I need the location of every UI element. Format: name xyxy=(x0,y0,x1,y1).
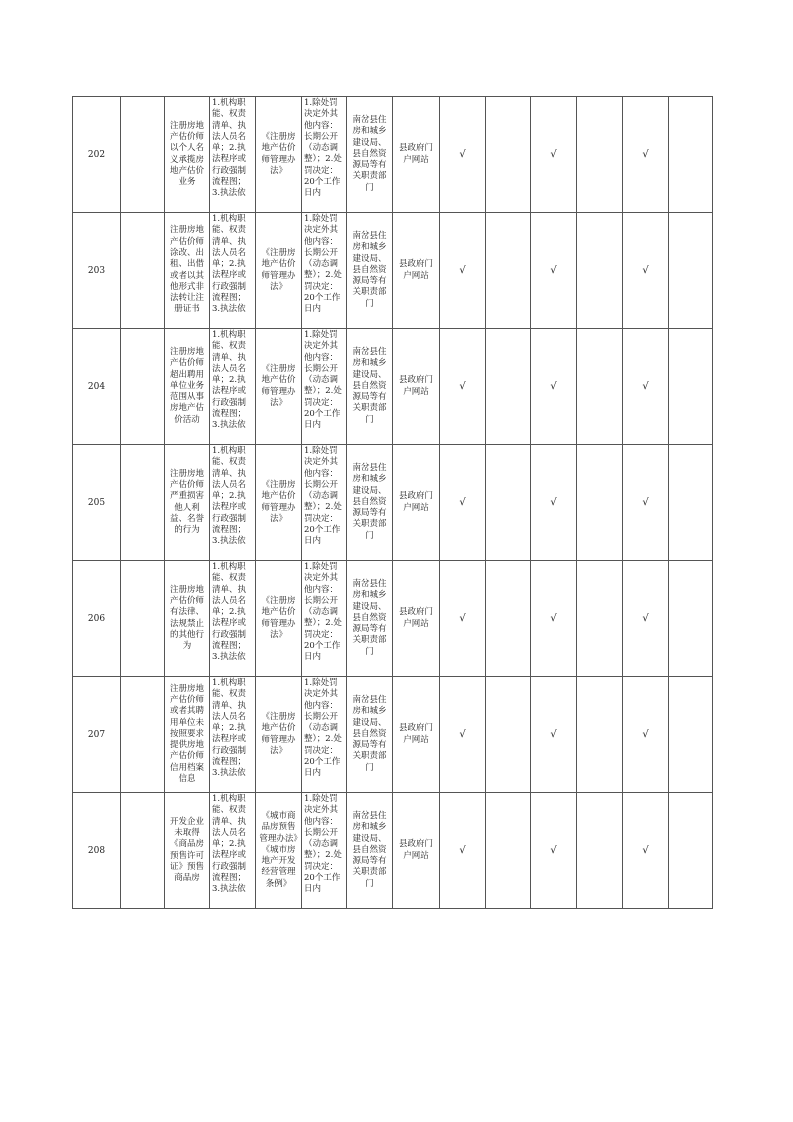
disclosure-basis-text: 《注册房地产估价师管理办法》 xyxy=(261,711,296,756)
disclosure-subject-text: 南岔县住房和城乡建设局、县自然资源局等有关职责部门 xyxy=(352,810,387,889)
empty-cell xyxy=(121,445,165,561)
item-name xyxy=(165,793,210,909)
disclosure-subject xyxy=(347,97,393,213)
check-mark-cell: √ xyxy=(531,677,577,793)
disclosure-time xyxy=(302,677,347,793)
check-mark-cell: √ xyxy=(623,97,669,213)
check-mark-cell xyxy=(577,677,623,793)
check-mark-cell xyxy=(486,329,531,445)
check-mark-cell: √ xyxy=(440,793,486,909)
table-row xyxy=(73,793,713,909)
row-number: 207 xyxy=(73,677,121,793)
disclosure-time xyxy=(302,97,347,213)
check-mark-cell xyxy=(486,445,531,561)
check-mark-cell xyxy=(577,561,623,677)
disclosure-time-text: 1.除处罚决定外其他内容：长期公开（动态调整）；2.处罚决定：20个工作日内 xyxy=(304,446,342,547)
row-number: 205 xyxy=(73,445,121,561)
empty-cell xyxy=(121,561,165,677)
disclosure-channel-text: 县政府门户网站 xyxy=(398,839,433,861)
disclosure-basis xyxy=(256,213,302,329)
disclosure-content xyxy=(210,561,256,677)
disclosure-channel xyxy=(393,329,440,445)
row-number: 206 xyxy=(73,561,121,677)
disclosure-channel-text: 县政府门户网站 xyxy=(398,607,433,629)
check-mark-cell: √ xyxy=(623,445,669,561)
check-mark-cell: √ xyxy=(531,561,577,677)
disclosure-basis-text: 《注册房地产估价师管理办法》 xyxy=(261,595,296,640)
empty-cell xyxy=(121,793,165,909)
table-row xyxy=(73,97,713,213)
item-name-text: 注册房地产估价师或者其聘用单位未按照要求提供房地产估价师信用档案信息 xyxy=(169,683,204,785)
item-name-text: 注册房地产估价师有法律、法规禁止的其他行为 xyxy=(169,584,204,652)
disclosure-basis-text: 《城市商品房预售管理办法》《城市房地产开发经营管理条例》 xyxy=(259,810,298,889)
disclosure-time xyxy=(302,561,347,677)
row-number: 208 xyxy=(73,793,121,909)
table-row xyxy=(73,445,713,561)
disclosure-time-text: 1.除处罚决定外其他内容：长期公开（动态调整）；2.处罚决定：20个工作日内 xyxy=(304,678,342,779)
disclosure-channel xyxy=(393,677,440,793)
disclosure-subject-text: 南岔县住房和城乡建设局、县自然资源局等有关职责部门 xyxy=(352,578,387,657)
disclosure-subject xyxy=(347,561,393,677)
item-name xyxy=(165,329,210,445)
disclosure-content xyxy=(210,97,256,213)
disclosure-basis-text: 《注册房地产估价师管理办法》 xyxy=(261,131,296,176)
disclosure-content-text: 1.机构职能、权责清单、执法人员名单；2.执法程序或行政强制流程图；3.执法依 xyxy=(212,562,247,663)
check-mark-cell: √ xyxy=(531,445,577,561)
empty-cell xyxy=(121,213,165,329)
disclosure-basis xyxy=(256,561,302,677)
empty-cell xyxy=(121,329,165,445)
check-mark-cell xyxy=(669,329,713,445)
disclosure-basis xyxy=(256,793,302,909)
disclosure-subject xyxy=(347,677,393,793)
check-mark-cell xyxy=(486,213,531,329)
disclosure-subject-text: 南岔县住房和城乡建设局、县自然资源局等有关职责部门 xyxy=(352,694,387,773)
disclosure-subject-text: 南岔县住房和城乡建设局、县自然资源局等有关职责部门 xyxy=(352,230,387,309)
table-row xyxy=(73,329,713,445)
disclosure-content xyxy=(210,445,256,561)
disclosure-subject xyxy=(347,329,393,445)
disclosure-basis-text: 《注册房地产估价师管理办法》 xyxy=(261,479,296,524)
disclosure-channel-text: 县政府门户网站 xyxy=(398,491,433,513)
disclosure-basis xyxy=(256,445,302,561)
disclosure-channel xyxy=(393,793,440,909)
empty-cell xyxy=(121,677,165,793)
check-mark-cell: √ xyxy=(623,793,669,909)
disclosure-basis xyxy=(256,329,302,445)
check-mark-cell: √ xyxy=(623,329,669,445)
item-name-text: 注册房地产估价师涂改、出租、出借或者以其他形式非法转让注册证书 xyxy=(169,225,204,315)
disclosure-time xyxy=(302,329,347,445)
item-name-text: 注册房地产估价师超出聘用单位业务范围从事房地产估价活动 xyxy=(169,346,204,425)
disclosure-time xyxy=(302,793,347,909)
check-mark-cell: √ xyxy=(531,97,577,213)
disclosure-content xyxy=(210,793,256,909)
empty-cell xyxy=(121,97,165,213)
disclosure-subject-text: 南岔县住房和城乡建设局、县自然资源局等有关职责部门 xyxy=(352,346,387,425)
item-name xyxy=(165,677,210,793)
row-number: 202 xyxy=(73,97,121,213)
disclosure-time-text: 1.除处罚决定外其他内容：长期公开（动态调整）；2.处罚决定：20个工作日内 xyxy=(304,794,342,895)
item-name xyxy=(165,97,210,213)
disclosure-channel xyxy=(393,97,440,213)
disclosure-time-text: 1.除处罚决定外其他内容：长期公开（动态调整）；2.处罚决定：20个工作日内 xyxy=(304,330,342,431)
disclosure-content-text: 1.机构职能、权责清单、执法人员名单；2.执法程序或行政强制流程图；3.执法依 xyxy=(212,446,247,547)
disclosure-time xyxy=(302,445,347,561)
disclosure-channel xyxy=(393,561,440,677)
check-mark-cell xyxy=(486,793,531,909)
disclosure-content xyxy=(210,677,256,793)
table-row xyxy=(73,561,713,677)
disclosure-channel-text: 县政府门户网站 xyxy=(398,375,433,397)
disclosure-basis xyxy=(256,97,302,213)
disclosure-content-text: 1.机构职能、权责清单、执法人员名单；2.执法程序或行政强制流程图；3.执法依 xyxy=(212,678,247,779)
table-row xyxy=(73,213,713,329)
check-mark-cell: √ xyxy=(623,213,669,329)
check-mark-cell: √ xyxy=(623,561,669,677)
check-mark-cell xyxy=(486,561,531,677)
check-mark-cell xyxy=(486,97,531,213)
table-row xyxy=(73,677,713,793)
check-mark-cell xyxy=(486,677,531,793)
check-mark-cell: √ xyxy=(531,793,577,909)
check-mark-cell: √ xyxy=(440,677,486,793)
table-body xyxy=(73,97,713,909)
row-number: 204 xyxy=(73,329,121,445)
check-mark-cell xyxy=(577,213,623,329)
check-mark-cell: √ xyxy=(440,329,486,445)
check-mark-cell: √ xyxy=(440,97,486,213)
check-mark-cell: √ xyxy=(623,677,669,793)
item-name-text: 开发企业未取得《商品房预售许可证》预售商品房 xyxy=(169,816,204,884)
check-mark-cell: √ xyxy=(440,213,486,329)
check-mark-cell xyxy=(577,329,623,445)
disclosure-subject xyxy=(347,213,393,329)
check-mark-cell xyxy=(669,561,713,677)
disclosure-subject-text: 南岔县住房和城乡建设局、县自然资源局等有关职责部门 xyxy=(352,462,387,541)
disclosure-subject-text: 南岔县住房和城乡建设局、县自然资源局等有关职责部门 xyxy=(352,114,387,193)
row-number: 203 xyxy=(73,213,121,329)
item-name xyxy=(165,561,210,677)
disclosure-time-text: 1.除处罚决定外其他内容：长期公开（动态调整）；2.处罚决定：20个工作日内 xyxy=(304,214,342,315)
disclosure-time-text: 1.除处罚决定外其他内容：长期公开（动态调整）；2.处罚决定：20个工作日内 xyxy=(304,98,342,199)
disclosure-channel xyxy=(393,213,440,329)
check-mark-cell xyxy=(669,213,713,329)
disclosure-channel-text: 县政府门户网站 xyxy=(398,723,433,745)
check-mark-cell: √ xyxy=(440,445,486,561)
check-mark-cell xyxy=(577,445,623,561)
disclosure-content-text: 1.机构职能、权责清单、执法人员名单；2.执法程序或行政强制流程图；3.执法依 xyxy=(212,794,247,895)
disclosure-channel-text: 县政府门户网站 xyxy=(398,143,433,165)
check-mark-cell xyxy=(577,793,623,909)
check-mark-cell xyxy=(577,97,623,213)
disclosure-content xyxy=(210,329,256,445)
check-mark-cell xyxy=(669,793,713,909)
check-mark-cell xyxy=(669,97,713,213)
disclosure-content xyxy=(210,213,256,329)
disclosure-content-text: 1.机构职能、权责清单、执法人员名单；2.执法程序或行政强制流程图；3.执法依 xyxy=(212,330,247,431)
disclosure-subject xyxy=(347,445,393,561)
check-mark-cell: √ xyxy=(531,213,577,329)
disclosure-channel-text: 县政府门户网站 xyxy=(398,259,433,281)
item-name xyxy=(165,213,210,329)
disclosure-content-text: 1.机构职能、权责清单、执法人员名单；2.执法程序或行政强制流程图；3.执法依 xyxy=(212,98,247,199)
item-name-text: 注册房地产估价师以个人名义承揽房地产估价业务 xyxy=(169,120,204,188)
check-mark-cell: √ xyxy=(531,329,577,445)
item-name-text: 注册房地产估价师严重损害他人利益、名誉的行为 xyxy=(169,468,204,536)
disclosure-time xyxy=(302,213,347,329)
disclosure-basis xyxy=(256,677,302,793)
disclosure-table xyxy=(72,96,713,909)
check-mark-cell xyxy=(669,677,713,793)
check-mark-cell: √ xyxy=(440,561,486,677)
disclosure-time-text: 1.除处罚决定外其他内容：长期公开（动态调整）；2.处罚决定：20个工作日内 xyxy=(304,562,342,663)
check-mark-cell xyxy=(669,445,713,561)
disclosure-content-text: 1.机构职能、权责清单、执法人员名单；2.执法程序或行政强制流程图；3.执法依 xyxy=(212,214,247,315)
disclosure-channel xyxy=(393,445,440,561)
item-name xyxy=(165,445,210,561)
disclosure-basis-text: 《注册房地产估价师管理办法》 xyxy=(261,247,296,292)
disclosure-basis-text: 《注册房地产估价师管理办法》 xyxy=(261,363,296,408)
disclosure-subject xyxy=(347,793,393,909)
